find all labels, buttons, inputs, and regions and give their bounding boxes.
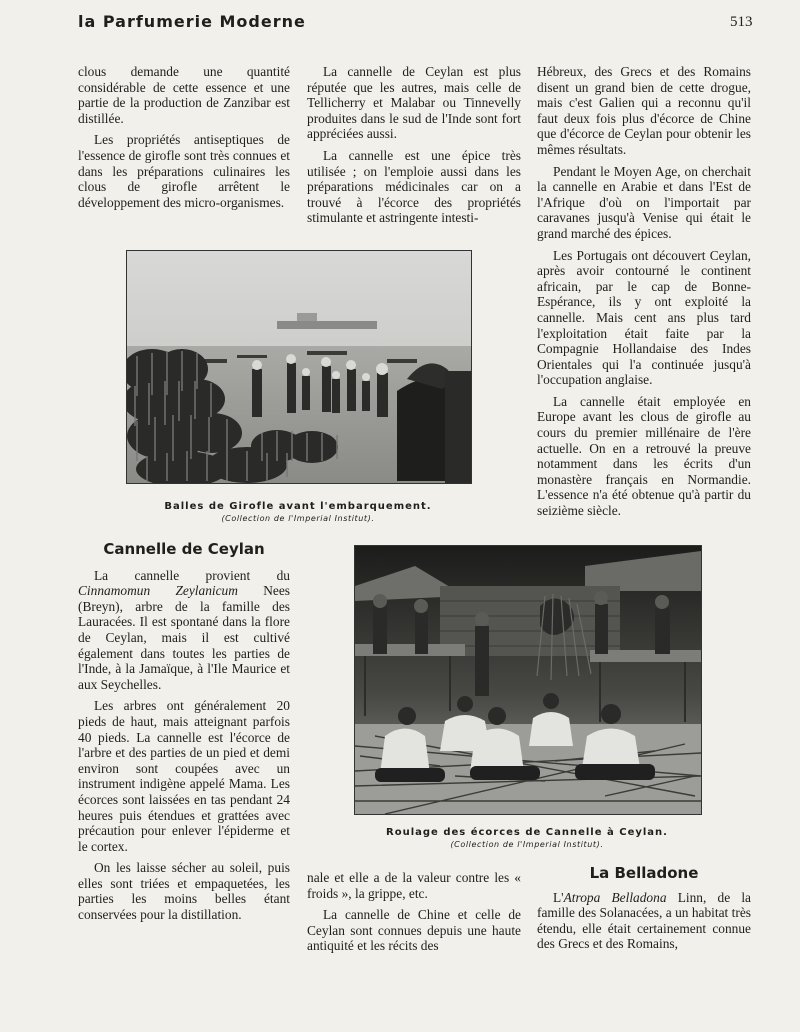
- cinnamon-rolling-photo: [354, 545, 702, 815]
- paragraph: La cannelle de Ceylan est plus réputée que les autres, mais celle de Tellicherry et Malabar ou Tinnevelly produites dans le sud de l'Inde sont fort appréciées aussi.: [307, 64, 521, 142]
- paragraph: L'Atropa Belladona Linn, de la famille des Solanacées, a un habitat très étendu, elle était certainement connue des Grecs et des Romains,: [537, 889, 751, 952]
- paragraph: La cannelle de Chine et celle de Ceylan sont connues depuis une haute antiquité et les récits des: [307, 907, 521, 954]
- paragraph: La cannelle était employée en Europe avant les clous de girofle au cours du premier millénaire de l'ère actuelle. On en a retrouvé la preuve notamment dans les écrits d'un monastère français en Normandie. L'essence n'a été obtenue qu'à partir du seizième siècle.: [537, 393, 751, 519]
- figure-1-credit: (Collection de l'Imperial Institut).: [221, 514, 375, 523]
- paragraph: Les Portugais ont découvert Ceylan, après avoir contourné le continent africain, par le cap de Bonne-Espérance, ils y ont exploité la cannelle. Mais cent ans plus tard l'exploitation était faite par la Compagnie Hollandaise des Indes Orientales qui l'a continuée jusqu'à l'occupation anglaise.: [537, 247, 751, 388]
- paragraph: La cannelle provient du Cinnamomun Zeylanicum Nees (Breyn), arbre de la famille des Lauracées. Il est spontané dans la flore de Ceylan, mais il est cultivé également dans toutes les parties de l'Inde, à la Jamaïque, à l'Ile Maurice et aux Seychelles.: [78, 567, 290, 692]
- column-2-top: [307, 64, 521, 232]
- section-heading: La Belladone: [589, 864, 699, 882]
- paragraph: Les propriétés antiseptiques de l'essence de girofle sont très connues et dans les préparations culinaires les clous de girofle arrêtent le développement des micro-organismes.: [78, 132, 290, 210]
- species-name: Atropa Belladona: [563, 889, 667, 905]
- paragraph: Les arbres ont généralement 20 pieds de haut, mais atteignant parfois 40 pieds. La cannelle est l'écorce de l'arbre et des parties de un pied et demi environ sont coupées avec un instrument indigène appelé Mama. Les écorces sont laissées en tas pendant 24 heures puis étendues et grattées avec précaution pour enlever l'épiderme et le cortex.: [78, 698, 290, 854]
- paragraph: nale et elle a de la valeur contre les « froids », la grippe, etc.: [307, 870, 521, 901]
- paragraph: On les laisse sécher au soleil, puis elles sont triées et empaquetées, les parties les moins belles étant conservées pour la distillation.: [78, 860, 290, 923]
- page-number: 513: [730, 14, 753, 30]
- clove-bales-photo: [126, 250, 472, 484]
- paragraph: Pendant le Moyen Age, on cherchait la cannelle en Arabie et dans l'Est de l'Afrique d'où on l'importait par caravanes jusqu'à Venise qui était le grand marché des épices.: [537, 163, 751, 241]
- figure-2-title: Roulage des écorces de Cannelle à Ceylan.: [386, 827, 668, 838]
- species-name: Cinnamomun Zeylanicum: [78, 583, 238, 599]
- column-3-top: [537, 64, 751, 525]
- figure-2-credit: (Collection de l'Imperial Institut).: [450, 840, 604, 849]
- paragraph: La cannelle est une épice très utilisée ; on l'emploie aussi dans les préparations médicinales car on a trouvé à l'écorce des propriétés stimulante et astringente intesti-: [307, 147, 521, 226]
- cinnamon-rolling-illustration: [355, 546, 701, 814]
- figure-1-caption: [126, 501, 470, 523]
- section-la-belladone: [537, 866, 751, 958]
- clove-bales-illustration: [127, 251, 471, 483]
- figure-2-caption: [354, 827, 700, 849]
- column-1-top: [78, 64, 290, 216]
- section-cannelle-de-ceylan: [78, 542, 290, 929]
- journal-title: la Parfumerie Moderne: [78, 12, 306, 31]
- paragraph: Hébreux, des Grecs et des Romains disent un grand bien de cette drogue, mais c'est Galien qui a reconnu qu'il faut deux fois plus d'écorce de Chine que d'écorce de Ceylan pour obtenir les mêmes résultats.: [537, 64, 751, 157]
- section-heading: Cannelle de Ceylan: [103, 540, 265, 558]
- column-2-bottom: [307, 870, 521, 960]
- figure-1-title: Balles de Girofle avant l'embarquement.: [164, 501, 432, 512]
- paragraph: clous demande une quantité considérable de cette essence et une partie de la production de Zanzibar est distillée.: [78, 64, 290, 126]
